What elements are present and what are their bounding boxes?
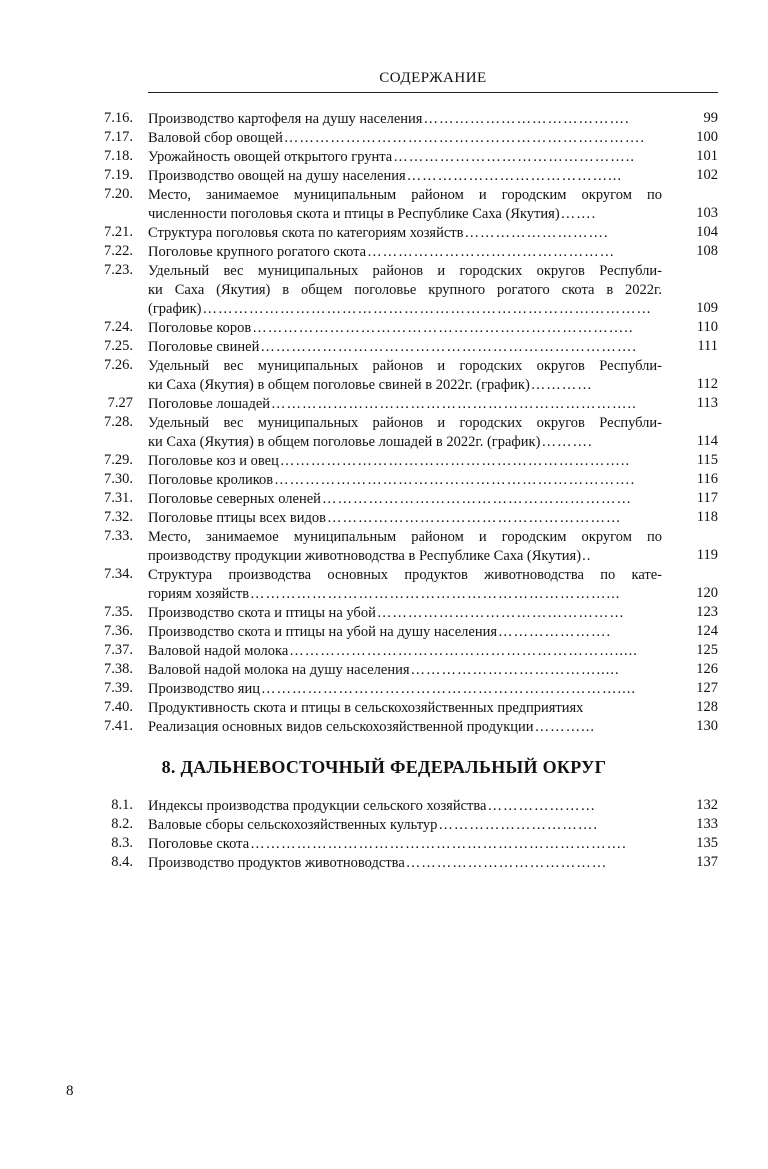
toc-entry — [0, 718, 768, 737]
entry-title-text: Структура поголовья скота по категориям хозяйств — [148, 225, 464, 241]
toc-entry — [0, 357, 768, 395]
entry-title-text: Поголовье кроликов — [148, 472, 274, 488]
entry-title — [148, 395, 662, 414]
entry-page-number: 130 — [696, 718, 718, 734]
entry-title-line — [148, 148, 662, 167]
entry-title-line — [148, 224, 662, 243]
entry-page-number: 116 — [696, 471, 718, 487]
entry-title-text: производству продукции животноводства в Республике Саха (Якутия) — [148, 548, 582, 564]
toc-section-7 — [0, 110, 768, 737]
entry-number: 7.41. — [104, 718, 133, 734]
entry-page-number: 110 — [696, 319, 718, 335]
entry-title-text: Урожайность овощей открытого грунта — [148, 149, 393, 165]
entry-title — [148, 110, 662, 129]
entry-number: 7.40. — [104, 699, 133, 715]
toc-entry — [0, 148, 768, 167]
toc-entry — [0, 509, 768, 528]
entry-title-line — [148, 816, 662, 835]
toc-entry — [0, 186, 768, 224]
entry-leader-dots: …………………………………………………………….. — [271, 396, 637, 412]
entry-title-text: Поголовье крупного рогатого скота — [148, 244, 367, 260]
entry-number: 8.3. — [111, 835, 133, 851]
entry-number: 7.39. — [104, 680, 133, 696]
entry-number: 7.20. — [104, 186, 133, 202]
entry-title — [148, 129, 662, 148]
toc-entry — [0, 471, 768, 490]
entry-title — [148, 186, 662, 224]
entry-leader-dots: ……………………………………………………………….. — [252, 320, 634, 336]
entry-title-line — [148, 452, 662, 471]
entry-title — [148, 816, 662, 835]
entry-title-line — [148, 110, 662, 129]
entry-number: 7.24. — [104, 319, 133, 335]
toc-entry — [0, 835, 768, 854]
entry-number: 7.16. — [104, 110, 133, 126]
entry-title-line — [148, 854, 662, 873]
entry-leader-dots: ………………………………………………………………. — [250, 836, 627, 852]
entry-title-line — [148, 509, 662, 528]
entry-number: 8.1. — [111, 797, 133, 813]
toc-entry — [0, 129, 768, 148]
entry-title-text: (график) — [148, 301, 202, 317]
entry-leader-dots: ………………………………..... — [410, 662, 620, 678]
entry-page-number: 135 — [696, 835, 718, 851]
entry-page-number: 112 — [696, 376, 718, 392]
toc-entry — [0, 414, 768, 452]
entry-page-number: 123 — [696, 604, 718, 620]
entry-title-text: Производство скота и птицы на убой на душу населения — [148, 624, 498, 640]
entry-title — [148, 623, 662, 642]
entry-number: 8.2. — [111, 816, 133, 832]
entry-number: 7.33. — [104, 528, 133, 544]
entry-title-line — [148, 566, 662, 585]
entry-title-line — [148, 243, 662, 262]
entry-number: 7.17. — [104, 129, 133, 145]
entry-title-text: ки Саха (Якутия) в общем поголовье крупного рогатого скота в 2022г. — [148, 282, 662, 298]
entry-number: 7.32. — [104, 509, 133, 525]
entry-page-number: 99 — [703, 110, 718, 126]
entry-leader-dots: ………………… — [487, 798, 596, 814]
entry-title — [148, 414, 662, 452]
entry-leader-dots: …………………………………... — [406, 168, 623, 184]
entry-title-line — [148, 186, 662, 205]
entry-leader-dots: ………………………………………………………..... — [289, 643, 638, 659]
entry-number: 7.28. — [104, 414, 133, 430]
entry-title — [148, 566, 662, 604]
entry-title-text: Поголовье птицы всех видов — [148, 510, 326, 526]
entry-page-number: 109 — [696, 300, 718, 316]
toc-entry — [0, 816, 768, 835]
entry-title-line — [148, 835, 662, 854]
entry-number: 7.35. — [104, 604, 133, 620]
entry-title — [148, 243, 662, 262]
entry-page-number: 101 — [696, 148, 718, 164]
toc-entry — [0, 490, 768, 509]
entry-number: 7.31. — [104, 490, 133, 506]
entry-title-text: Производство скота и птицы на убой — [148, 605, 376, 621]
entry-page-number: 104 — [696, 224, 718, 240]
toc-entry — [0, 604, 768, 623]
entry-title-text: Место, занимаемое муниципальным районом и городским округом по — [148, 187, 662, 203]
toc-entry — [0, 642, 768, 661]
entry-title — [148, 509, 662, 528]
entry-leader-dots: ………………………………………………………………. — [260, 339, 637, 355]
entry-leader-dots: ………………………. — [464, 225, 609, 241]
entry-page-number: 103 — [696, 205, 718, 221]
entry-leader-dots: …………………………………………………………………………… — [202, 301, 652, 317]
toc-entry — [0, 338, 768, 357]
entry-leader-dots: …………………………………………………………….... — [261, 681, 636, 697]
entry-title-line — [148, 357, 662, 376]
entry-title-line — [148, 414, 662, 433]
entry-title-line — [148, 797, 662, 816]
entry-title-text: Поголовье коров — [148, 320, 252, 336]
entry-title-text: Продуктивность скота и птицы в сельскохозяйственных предприятиях — [148, 700, 584, 716]
entry-leader-dots: ………... — [534, 719, 595, 735]
entry-leader-dots: …………………………………………………… — [321, 491, 632, 507]
toc-entry — [0, 395, 768, 414]
entry-title-text: ки Саха (Якутия) в общем поголовье лошадей в 2022г. (график) — [148, 434, 541, 450]
entry-title-text: Поголовье северных оленей — [148, 491, 321, 507]
entry-title-text: Производство яиц — [148, 681, 260, 697]
entry-number: 7.30. — [104, 471, 133, 487]
entry-number: 7.19. — [104, 167, 133, 183]
entry-number: 7.26. — [104, 357, 133, 373]
entry-leader-dots: ……………………………………………………………. — [274, 472, 636, 488]
toc-entry — [0, 319, 768, 338]
entry-title — [148, 357, 662, 395]
entry-title-line — [148, 338, 662, 357]
entry-title-text: Валовые сборы сельскохозяйственных культур — [148, 817, 438, 833]
entry-title-line — [148, 547, 662, 566]
entry-leader-dots: ………… — [530, 377, 593, 393]
entry-title-line — [148, 319, 662, 338]
entry-title — [148, 642, 662, 661]
entry-page-number: 127 — [696, 680, 718, 696]
entry-title-line — [148, 718, 662, 737]
entry-title-line — [148, 585, 662, 604]
entry-title-text: Реализация основных видов сельскохозяйственной продукции — [148, 719, 534, 735]
entry-title — [148, 661, 662, 680]
entry-title-line — [148, 490, 662, 509]
entry-number: 7.18. — [104, 148, 133, 164]
entry-leader-dots: ……. — [560, 206, 597, 222]
entry-number: 8.4. — [111, 854, 133, 870]
entry-number: 7.25. — [104, 338, 133, 354]
entry-number: 7.37. — [104, 642, 133, 658]
entry-title-line — [148, 262, 662, 281]
entry-title — [148, 797, 662, 816]
entry-title-line — [148, 604, 662, 623]
entry-page-number: 125 — [696, 642, 718, 658]
entry-page-number: 114 — [696, 433, 718, 449]
entry-page-number: 137 — [696, 854, 718, 870]
entry-leader-dots: ……………………………………………………………. — [283, 130, 645, 146]
entry-title-line — [148, 528, 662, 547]
entry-title-text: Валовой сбор овощей — [148, 130, 283, 146]
toc-entry — [0, 110, 768, 129]
entry-title-text: Производство овощей на душу населения — [148, 168, 406, 184]
entry-title — [148, 528, 662, 566]
entry-number: 7.23. — [104, 262, 133, 278]
entry-page-number: 120 — [696, 585, 718, 601]
entry-title-text: Удельный вес муниципальных районов и городских округов Республи- — [148, 415, 662, 431]
entry-number: 7.22. — [104, 243, 133, 259]
entry-title-text: Место, занимаемое муниципальным районом и городским округом по — [148, 529, 662, 545]
entry-title — [148, 718, 662, 737]
entry-page-number: 133 — [696, 816, 718, 832]
toc-entry — [0, 661, 768, 680]
entry-title — [148, 471, 662, 490]
entry-title-text: Удельный вес муниципальных районов и городских округов Республи- — [148, 358, 662, 374]
toc-entry — [0, 262, 768, 319]
entry-title — [148, 680, 662, 699]
entry-title — [148, 262, 662, 319]
entry-leader-dots: ………………………………………………… — [326, 510, 622, 526]
page-header-title: СОДЕРЖАНИЕ — [379, 70, 487, 86]
entry-page-number: 124 — [696, 623, 718, 639]
toc-entry — [0, 224, 768, 243]
entry-title-text: Поголовье свиней — [148, 339, 260, 355]
entry-page-number: 117 — [696, 490, 718, 506]
entry-title-line — [148, 661, 662, 680]
entry-page-number: 113 — [696, 395, 718, 411]
toc-entry — [0, 623, 768, 642]
entry-title — [148, 490, 662, 509]
page-number: 8 — [66, 1083, 74, 1099]
entry-title-text: Структура производства основных продуктов животноводства по кате- — [148, 567, 662, 583]
entry-leader-dots: ………………………………………………………….. — [279, 453, 631, 469]
entry-title-line — [148, 376, 662, 395]
entry-leader-dots: ………………………………… — [405, 855, 608, 871]
entry-title-line — [148, 642, 662, 661]
entry-leader-dots: …………………………. — [438, 817, 598, 833]
toc-entry — [0, 699, 768, 718]
entry-page-number: 118 — [696, 509, 718, 525]
entry-leader-dots: ………………………………………… — [367, 244, 616, 260]
entry-title-text: ки Саха (Якутия) в общем поголовье свиней в 2022г. (график) — [148, 377, 530, 393]
entry-title-text: Производство картофеля на душу населения — [148, 111, 423, 127]
entry-page-number: 108 — [696, 243, 718, 259]
entry-leader-dots: …………………. — [498, 624, 612, 640]
entry-page-number: 100 — [696, 129, 718, 145]
entry-title-text: Поголовье коз и овец — [148, 453, 279, 469]
entry-title-line — [148, 623, 662, 642]
entry-title-text: гориям хозяйств — [148, 586, 250, 602]
entry-title-line — [148, 281, 662, 300]
entry-title — [148, 452, 662, 471]
toc-entry — [0, 797, 768, 816]
entry-title — [148, 854, 662, 873]
entry-title-line — [148, 699, 662, 718]
entry-number: 7.36. — [104, 623, 133, 639]
entry-leader-dots: .. — [582, 548, 592, 564]
entry-number: 7.34. — [104, 566, 133, 582]
entry-title-line — [148, 680, 662, 699]
entry-page-number: 115 — [696, 452, 718, 468]
entry-number: 7.38. — [104, 661, 133, 677]
entry-title-text: Валовой надой молока на душу населения — [148, 662, 410, 678]
entry-title-line — [148, 205, 662, 224]
toc-entry — [0, 452, 768, 471]
entry-title — [148, 224, 662, 243]
entry-leader-dots: ……………………………………………………………... — [250, 586, 621, 602]
entry-number: 7.21. — [104, 224, 133, 240]
entry-title-text: Валовой надой молока — [148, 643, 289, 659]
entry-title — [148, 319, 662, 338]
entry-title-text: Поголовье лошадей — [148, 396, 271, 412]
entry-title — [148, 835, 662, 854]
entry-title-text: Индексы производства продукции сельского хозяйства — [148, 798, 487, 814]
toc-entry — [0, 680, 768, 699]
entry-number: 7.29. — [104, 452, 133, 468]
entry-title-line — [148, 433, 662, 452]
entry-page-number: 119 — [696, 547, 718, 563]
toc-entry — [0, 167, 768, 186]
entry-leader-dots: ………………………………………… — [376, 605, 625, 621]
toc-section-8 — [0, 797, 768, 873]
entry-title — [148, 338, 662, 357]
toc-entry — [0, 243, 768, 262]
entry-page-number: 111 — [697, 338, 718, 354]
entry-number: 7.27 — [107, 395, 133, 411]
toc-entry — [0, 854, 768, 873]
entry-title-line — [148, 471, 662, 490]
header-rule — [148, 92, 718, 93]
entry-title-text: Поголовье скота — [148, 836, 250, 852]
entry-title-text: Удельный вес муниципальных районов и городских округов Республи- — [148, 263, 662, 279]
entry-title-line — [148, 395, 662, 414]
toc-entry — [0, 528, 768, 566]
entry-title-line — [148, 167, 662, 186]
toc-entry — [0, 566, 768, 604]
entry-title-text: Производство продуктов животноводства — [148, 855, 405, 871]
entry-leader-dots: …………………………………. — [423, 111, 630, 127]
entry-title — [148, 604, 662, 623]
entry-title-text: численности поголовья скота и птицы в Республике Саха (Якутия) — [148, 206, 560, 222]
entry-leader-dots: ………. — [541, 434, 593, 450]
entry-page-number: 102 — [696, 167, 718, 183]
entry-title-line — [148, 129, 662, 148]
entry-title — [148, 148, 662, 167]
entry-page-number: 126 — [696, 661, 718, 677]
entry-page-number: 128 — [696, 699, 718, 715]
entry-title-line — [148, 300, 662, 319]
entry-title — [148, 167, 662, 186]
section-8-title: 8. ДАЛЬНЕВОСТОЧНЫЙ ФЕДЕРАЛЬНЫЙ ОКРУГ — [161, 757, 607, 777]
entry-leader-dots: ……………………………………….. — [393, 149, 635, 165]
entry-page-number: 132 — [696, 797, 718, 813]
entry-title — [148, 699, 662, 718]
